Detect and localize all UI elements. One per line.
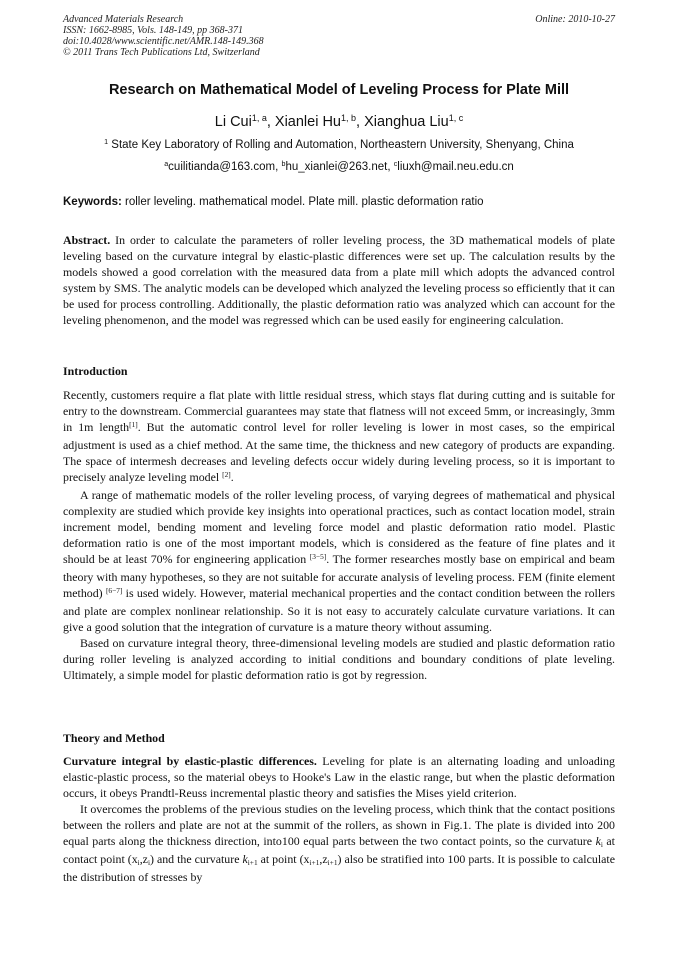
paper-title: Research on Mathematical Model of Leveling Process for Plate Mill [108,82,570,98]
citation: [2] [222,469,231,479]
paragraph: A range of mathematic models of the roller leveling process, of varying degrees of mathematical and physical complexity are studied which provide key insights into operational practices, such as contact location model, strain increment model, bending moment and leveling force model and plastic deformation ratio model. Plastic deformation ratio is one of the most important models, which is considered as the feature of fine plates and it should be at least 70% for engineering application [3−5]. The former researches mostly base on empirical and beam theory with many hypotheses, so they are not suitable for accurate analysis of leveling process. FEM (finite element method) [6−7] is used widely. However, material mechanical properties and the contact condition between the rollers and plate are complex nonlinear relationship. So it is not easy to accurately calculate curvature variations. It can give a good solution that the integration of curvature is a mature theory without assuming. [63,488,615,634]
paragraph-heading: Curvature integral by elastic-plastic differences. [63,754,317,768]
journal-header [63,14,615,58]
section-heading-theory: Theory and Method [63,731,165,745]
author-name: Li Cui [214,114,252,130]
author-affil-sup: 1, a [251,113,267,124]
symbol-k: k [242,852,248,866]
abstract [63,232,615,328]
section-heading-introduction: Introduction [63,364,128,378]
abstract-label: Abstract. [63,233,111,247]
citation: [3−5] [309,551,327,561]
symbol-k: k [595,834,601,848]
keywords [63,196,615,208]
paragraph: It overcomes the problems of the previous studies on the leveling process, which think that the contact positions between the rollers and plate are not at the summit of the rollers, as shown in Fig.1. The plate is divided into 200 equal parts along the thickness direction, into100 equal parts between the two contact points, so the curvature $k_i$ at contact point $(x_i,z_i)$ and the curvature $k_{i+1}$ at point $(x_{i+1},z_{i+1})$ also be stratified into 100 parts. It is possible to calculate the distribution of stresses by [63,802,615,884]
author-name: Xianlei Hu [274,114,341,130]
online-date: Online: 2010-10-27 [535,14,615,25]
theory-body [63,753,615,885]
email-address: cuilitianda@163.com [168,161,276,173]
journal-name: Advanced Materials Research [63,14,184,25]
doi-line: doi:10.4028/www.scientific.net/AMR.148-149.368 [63,36,264,47]
keywords-label: Keywords: [63,196,122,208]
issn-line: ISSN: 1662-8985, Vols. 148-149, pp 368-371 [63,25,243,36]
paragraph: Based on curvature integral theory, three-dimensional leveling models are studied and plastic deformation ratio during roller leveling is analyzed according to initial conditions and boundary conditions of plate leveling. Ultimately, a simple model for plastic deformation ratio is got by regression. [63,636,615,682]
copyright-line: © 2011 Trans Tech Publications Ltd, Switzerland [63,47,260,58]
email-address: liuxh@mail.neu.edu.cn [397,161,514,173]
keywords-text: roller leveling. mathematical model. Plate mill. plastic deformation ratio [121,196,484,208]
author-affil-sup: 1, b [341,113,356,124]
introduction-body [63,387,615,683]
citation: [6−7] [105,585,123,595]
abstract-text: In order to calculate the parameters of roller leveling process, the 3D mathematical models of plate leveling based on the curvature integral by elastic-plastic differences were set up. The calculation results by the models showed a good correlation with the measured data from a plate mill which adopts the advanced control system by SMS. The analytic models can be developed which analyzed the leveling process so efficiently that it can be used for process controlling. Additionally, the plastic deformation ratio was analyzed which can account for the leveling phenomenon, and the model was regressed which can be used easily for engineering calculation. [63,233,615,327]
paragraph: Curvature integral by elastic-plastic differences. Leveling for plate is an alternating loading and unloading elastic-plastic process, so the material obeys to Hooke's Law in the elastic range, but when the plastic deformation occurs, it obeys Prandtl-Reuss incremental plastic theory and satisfies the Mises yield criterion. [63,754,615,800]
author-list: Li Cui$^{1, a}$, Xianlei Hu$^{1, b}$, Xianghua Liu$^{1, c}$ [214,113,464,130]
author-emails: $^a$cuilitianda@163.com, $^b$hu_xianlei@263.net, $^c$liuxh@mail.neu.edu.cn [164,160,514,173]
email-address: hu_xianlei@263.net [285,161,388,173]
paragraph: Recently, customers require a flat plate with little residual stress, which stays flat during cutting and is suitable for entry to the downstream. Commercial guarantees may state that flatness will not exceed 5mm, or increasingly, 3mm in 1m length[1]. But the automatic control level for roller leveling is lower in most cases, so the empirical adjustment is used as a chief method. At the same time, the thickness and new category of products are expanding. The space of intermesh decreases and leveling defects occur widely during leveling process, so it is important to precisely analyze leveling model [2]. [63,388,616,484]
affiliation: $^1$ State Key Laboratory of Rolling and Automation, Northeastern University, Shenyang, China [104,138,574,151]
author-affil-sup: 1, c [448,113,464,124]
citation: [1] [129,419,138,429]
author-name: Xianghua Liu [364,114,449,130]
